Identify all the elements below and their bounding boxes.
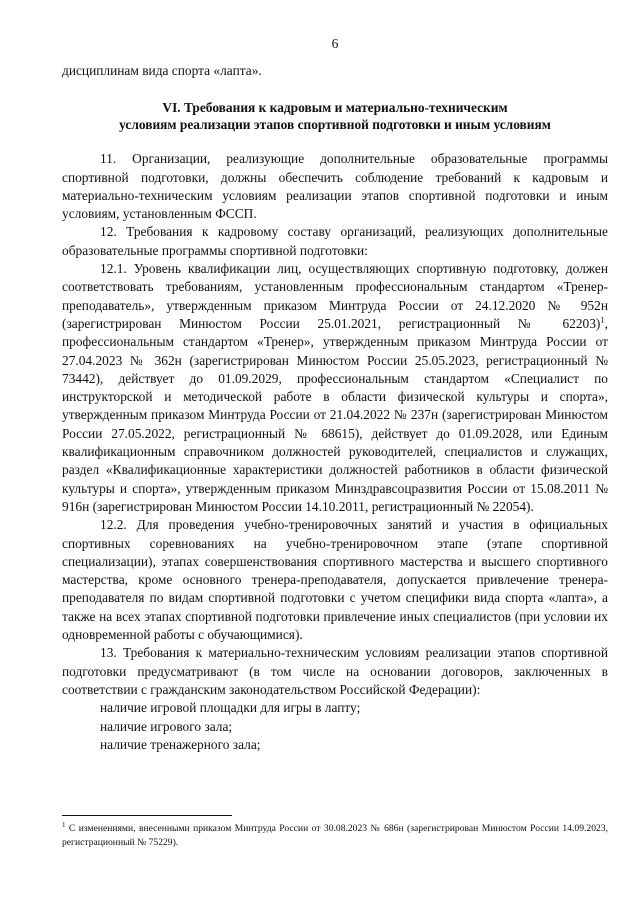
intro-line: дисциплинам вида спорта «лапта». [62,63,262,78]
paragraph-13: 13. Требования к материально-техническим условиям реализации этапов спортивной подготовки предусматривают (в том числе на основании договоров, заключенных в соответствии с гражданским законодательством Российской Федерации): [62,645,608,697]
section-heading [62,99,608,133]
footnote-divider [62,815,232,816]
footnote-text: С изменениями, внесенными приказом Минтруда России от 30.08.2023 № 686н (зарегистрирован Минюстом России 14.09.2023, регистрационный № 75229). [62,823,608,848]
paragraph-12-2: 12.2. Для проведения учебно-тренировочных занятий и участия в официальных спортивных соревнованиях на учебно-тренировочном этапе (этапе спортивной специализации), этапах совершенствования спортивного мастерства и высшего спортивного мастерства, кроме основного тренера-преподавателя, допускается привлечение тренера-преподавателя по видам спортивной подготовки с учетом специфики вида спорта «лапта», а также на всех этапах спортивной подготовки привлечение иных специалистов (при условии их одновременной работы с обучающимися). [62,517,608,643]
list-item: наличие игрового зала; [100,718,233,734]
section-heading-line1: VI. Требования к кадровым и материально-техническим [162,100,508,116]
footnote-mark: 1 [62,820,66,829]
paragraph-12-1-part1: 12.1. Уровень квалификации лиц, осуществляющих спортивную подготовку, должен соответствовать требованиям, установленным профессиональным стандартом «Тренер-преподаватель», утвержденным приказом Минтруда России от 24.12.2020 № 952н (зарегистрирован Минюстом России 25.01.2021, регистрационный № 62203) [62,261,608,331]
document-body [62,62,608,754]
paragraph-11: 11. Организации, реализующие дополнительные образовательные программы спортивной подготовки, должны обеспечить соблюдение требований к кадровым и материально-техническим условиям реализации этапов спортивной подготовки и иным условиям, установленным ФССП. [62,151,608,222]
paragraph-12-1-part2: , профессиональным стандартом «Тренер», утвержденным приказом Минтруда России от 27.04.2023 № 362н (зарегистрирован Минюстом России 25.05.2023, регистрационный № 73442), действует до 01.09.2029, профессиональным стандартом «Специалист по инструкторской и методической работе в области физической культуры и спорта», утвержденным приказом Минтруда России от 21.04.2022 № 237н (зарегистрирован Минюстом России 27.05.2022, регистрационный № 68615), действует до 01.09.2028, или Единым квалификационным справочником должностей руководителей, специалистов и служащих, раздел «Квалификационные характеристики должностей работников в области физической культуры и спорта», утвержденным приказом Минздравсоцразвития России от 15.08.2011 № 916н (зарегистрирован Минюстом России 14.10.2011, регистрационный № 22054). [62,315,608,514]
page-number: 6 [331,36,339,51]
footnote-reference: 1 [600,314,605,325]
section-heading-line2: условиям реализации этапов спортивной подготовки и иным условиям [119,117,551,133]
paragraph-12: 12. Требования к кадровому составу организаций, реализующих дополнительные образовательные программы спортивной подготовки: [62,224,608,258]
footnote [62,822,608,849]
list-item: наличие игровой площадки для игры в лапту; [100,700,361,716]
paragraph-12-1 [62,260,608,516]
list-item: наличие тренажерного зала; [100,736,261,752]
